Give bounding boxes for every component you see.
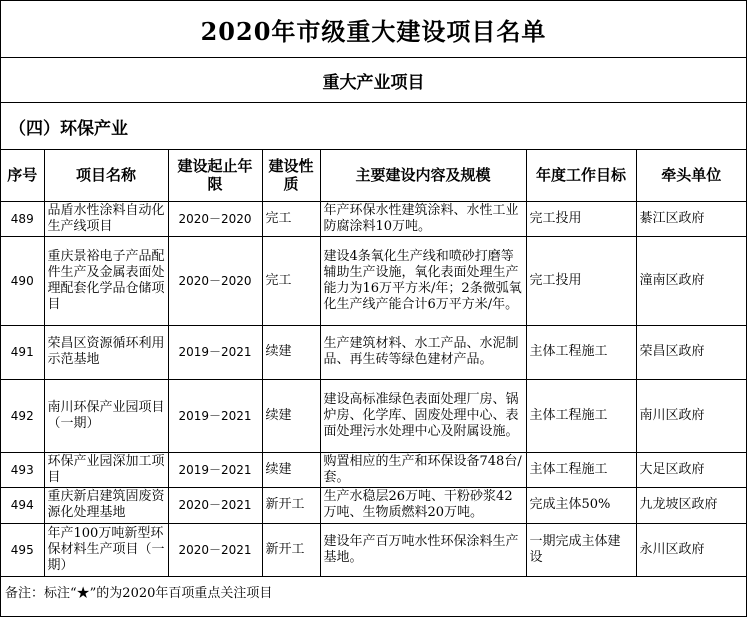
header-nature: 建设性质 <box>262 150 320 201</box>
row-unit: 九龙坡区政府 <box>636 487 746 523</box>
row-target: 主体工程施工 <box>526 325 636 379</box>
header-num: 序号 <box>1 150 44 201</box>
row-nature: 新开工 <box>262 523 320 576</box>
table-header-row <box>1 150 746 201</box>
row-unit: 綦江区政府 <box>636 201 746 236</box>
row-unit: 永川区政府 <box>636 523 746 576</box>
row-content: 建设4条氧化生产线和喷砂打磨等辅助生产设施，氧化表面处理生产能力为16万平方米/年；2条微弧氧化生产线产能合计6万平方米/年。 <box>320 236 526 325</box>
row-name: 重庆新启建筑固废资源化处理基地 <box>44 487 168 523</box>
row-period: 2020－2021 <box>168 523 262 576</box>
row-target: 主体工程施工 <box>526 452 636 487</box>
row-name: 重庆景裕电子产品配件生产及金属表面处理配套化学品仓储项目 <box>44 236 168 325</box>
row-num: 490 <box>1 236 44 325</box>
row-nature: 续建 <box>262 379 320 452</box>
row-period: 2020－2020 <box>168 201 262 236</box>
row-content: 生产水稳层26万吨、干粉砂浆42万吨、生物质燃料20万吨。 <box>320 487 526 523</box>
row-unit: 荣昌区政府 <box>636 325 746 379</box>
row-nature: 完工 <box>262 201 320 236</box>
row-content: 年产环保水性建筑涂料、水性工业防腐涂料10万吨。 <box>320 201 526 236</box>
row-num: 491 <box>1 325 44 379</box>
row-target: 完工投用 <box>526 236 636 325</box>
row-nature: 完工 <box>262 236 320 325</box>
row-name: 南川环保产业园项目（一期） <box>44 379 168 452</box>
table-row <box>1 236 746 325</box>
project-table <box>1 150 746 577</box>
row-period: 2020－2020 <box>168 236 262 325</box>
row-period: 2019－2021 <box>168 452 262 487</box>
row-target: 一期完成主体建设 <box>526 523 636 576</box>
row-unit: 南川区政府 <box>636 379 746 452</box>
row-nature: 续建 <box>262 325 320 379</box>
row-unit: 潼南区政府 <box>636 236 746 325</box>
header-name: 项目名称 <box>44 150 168 201</box>
row-target: 主体工程施工 <box>526 379 636 452</box>
row-num: 489 <box>1 201 44 236</box>
row-content: 生产建筑材料、水工产品、水泥制品、再生砖等绿色建材产品。 <box>320 325 526 379</box>
row-nature: 续建 <box>262 452 320 487</box>
category-heading: （四）环保产业 <box>1 103 746 150</box>
row-name: 荣昌区资源循环利用示范基地 <box>44 325 168 379</box>
row-target: 完工投用 <box>526 201 636 236</box>
row-num: 492 <box>1 379 44 452</box>
row-period: 2020－2021 <box>168 487 262 523</box>
document-title: 2020年市级重大建设项目名单 <box>1 1 746 58</box>
table-row <box>1 523 746 576</box>
header-target: 年度工作目标 <box>526 150 636 201</box>
row-period: 2019－2021 <box>168 379 262 452</box>
row-content: 建设年产百万吨水性环保涂料生产基地。 <box>320 523 526 576</box>
row-name: 环保产业园深加工项目 <box>44 452 168 487</box>
row-nature: 新开工 <box>262 487 320 523</box>
row-unit: 大足区政府 <box>636 452 746 487</box>
row-target: 完成主体50% <box>526 487 636 523</box>
section-heading: 重大产业项目 <box>1 58 746 103</box>
row-num: 495 <box>1 523 44 576</box>
row-content: 购置相应的生产和环保设备748台/套。 <box>320 452 526 487</box>
footnote: 备注：标注“★”的为2020年百项重点关注项目 <box>5 586 273 601</box>
row-num: 493 <box>1 452 44 487</box>
table-row <box>1 379 746 452</box>
header-period: 建设起止年限 <box>168 150 262 201</box>
row-period: 2019－2021 <box>168 325 262 379</box>
table-row <box>1 201 746 236</box>
table-row <box>1 452 746 487</box>
header-unit: 牵头单位 <box>636 150 746 201</box>
row-name: 品盾水性涂料自动化生产线项目 <box>44 201 168 236</box>
row-name: 年产100万吨新型环保材料生产项目（一期） <box>44 523 168 576</box>
row-num: 494 <box>1 487 44 523</box>
table-row <box>1 325 746 379</box>
header-content: 主要建设内容及规模 <box>320 150 526 201</box>
row-content: 建设高标准绿色表面处理厂房、锅炉房、化学库、固废处理中心、表面处理污水处理中心及附属设施。 <box>320 379 526 452</box>
table-row <box>1 487 746 523</box>
